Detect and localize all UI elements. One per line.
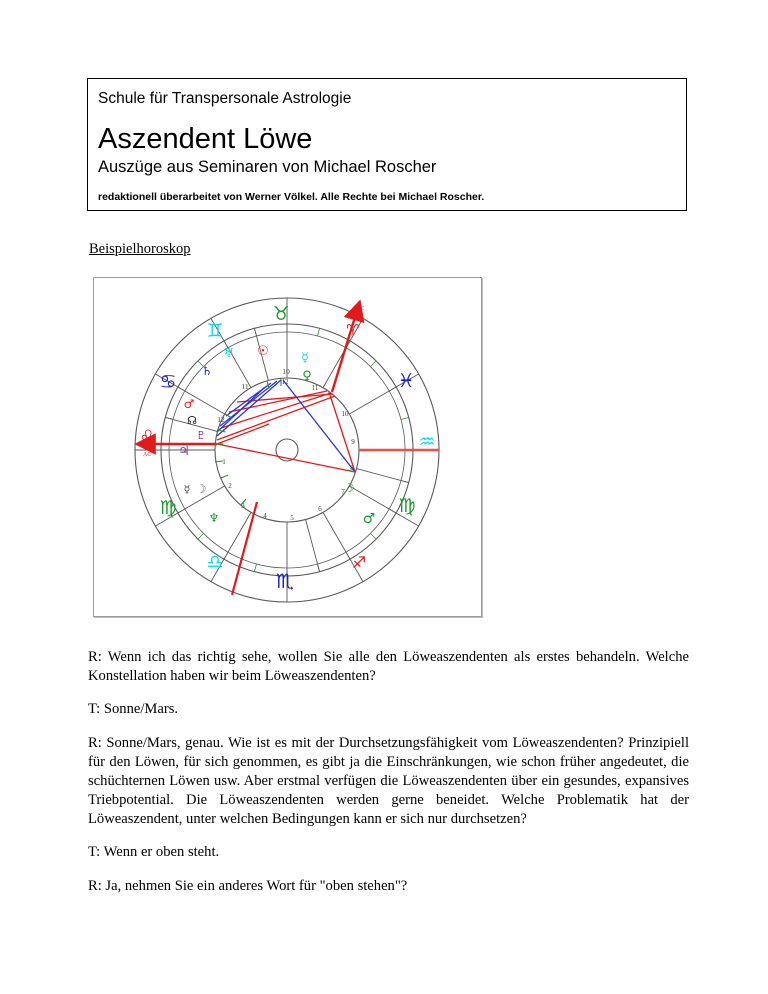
planet-glyph-neptune: ♆ — [208, 511, 220, 525]
house-number-7: 7 — [341, 488, 345, 496]
planet-glyph-moon2: ☽ — [343, 481, 355, 495]
house-number-5: 5 — [290, 514, 294, 522]
zodiac-glyph-pisces: ♓ — [397, 370, 415, 392]
house-number-12-upper: 12 — [217, 415, 225, 424]
mc-ic-axis — [232, 304, 359, 595]
zodiac-glyph-taurus: ♉ — [272, 303, 290, 325]
planet-glyphs — [178, 344, 375, 527]
dialogue-paragraph: R: Ja, nehmen Sie ein anderes Wort für "oben stehen"? — [88, 877, 408, 894]
dialogue-paragraph: R: Sonne/Mars, genau. Wie ist es mit der Durchsetzungsfähigkeit vom Löweaszendenten? Prinzipiell für den Löwen, für sich genommen, es gibt ja die Einschränkungen, wie schon früher angedeutet, die schüchternen Löwen usw. Aber erstmal verfügen die Löweaszendenten über ein gesundes, expansives Triebpotential. Die Löweaszendenten werden gerne beneidet. Welche Problematik hat der Löweaszendent, unter welchen Bedingungen kann er sich nur durchsetzen? — [88, 734, 689, 827]
page-subtitle: Auszüge aus Seminaren von Michael Roscher — [98, 157, 437, 176]
ascendant-label: AC — [143, 452, 152, 458]
zodiac-glyph-cancer: ♋ — [159, 371, 177, 393]
zodiac-glyph-virgo-r: ♍ — [398, 495, 416, 517]
zodiac-glyph-aquarius: ♒ — [418, 431, 436, 453]
house-number-11: 11 — [311, 384, 319, 392]
dialogue-paragraph: T: Wenn er oben steht. — [88, 844, 220, 861]
zodiac-glyph-virgo: ♍ — [159, 497, 177, 519]
house-number-4: 4 — [263, 512, 267, 520]
wheel-group — [135, 298, 439, 602]
planet-glyph-mars2: ♂ — [362, 511, 376, 527]
house-number-10: 10 — [341, 410, 349, 418]
house-number-1: 1 — [222, 458, 226, 466]
planet-glyph-saturn: ♄ — [201, 364, 213, 378]
chart-caption: Beispielhoroskop — [89, 241, 191, 257]
zodiac-glyph-leo: ♌ — [139, 427, 155, 447]
planet-glyph-venus: ♀ — [302, 369, 312, 384]
natal-wheel-svg — [94, 278, 481, 616]
zodiac-glyph-gemini: ♊ — [206, 320, 224, 342]
credit-line: redaktionell überarbeitet von Werner Völkel. Alle Rechte bei Michael Roscher. — [98, 191, 485, 204]
header-box — [87, 78, 687, 211]
page-title: Aszendent Löwe — [98, 123, 313, 156]
planet-glyph-pluto: ♇ — [196, 429, 206, 442]
house-number-2: 2 — [228, 482, 232, 490]
zodiac-glyph-sagittarius: ♐ — [351, 553, 367, 572]
planet-glyph-jupiter: ♃ — [178, 444, 190, 459]
midheaven-label: MC — [355, 306, 365, 312]
planet-glyph-moon: ☽ — [195, 482, 207, 496]
aspect-lines-red — [217, 391, 355, 472]
planet-glyph-uranus: ♅ — [223, 346, 235, 360]
house-number-6: 6 — [318, 505, 322, 513]
zodiac-glyph-aries: ♈ — [346, 321, 360, 339]
school-name: Schule für Transpersonale Astrologie — [98, 90, 352, 107]
dialogue-body — [88, 648, 689, 896]
house-number-12: 12 — [281, 378, 289, 386]
planet-glyph-northnode: ☊ — [187, 414, 197, 427]
dialogue-paragraph: T: Sonne/Mars. — [88, 701, 179, 718]
planet-glyph-mercury: ☿ — [301, 351, 309, 366]
planet-glyph-mars: ♂ — [183, 397, 195, 411]
zodiac-glyph-libra: ♎ — [206, 551, 224, 573]
planet-glyph-mercury2: ☿ — [183, 483, 191, 496]
house-number-11-upper: 11 — [241, 382, 249, 391]
house-number-9: 9 — [351, 438, 355, 446]
planet-glyph-sun: ☉ — [257, 344, 269, 359]
dialogue-paragraph: R: Wenn ich das richtig sehe, wollen Sie alle den Löweaszendenten als erstes behandeln. Welche Konstellation haben wir beim Löweaszendenten? — [88, 649, 689, 684]
horoscope-chart-image — [93, 277, 482, 617]
house-number-3: 3 — [241, 502, 245, 510]
zodiac-glyph-scorpio: ♏ — [276, 569, 294, 593]
house-number-10-upper: 10 — [282, 367, 290, 376]
house-number-8: 8 — [350, 464, 354, 472]
